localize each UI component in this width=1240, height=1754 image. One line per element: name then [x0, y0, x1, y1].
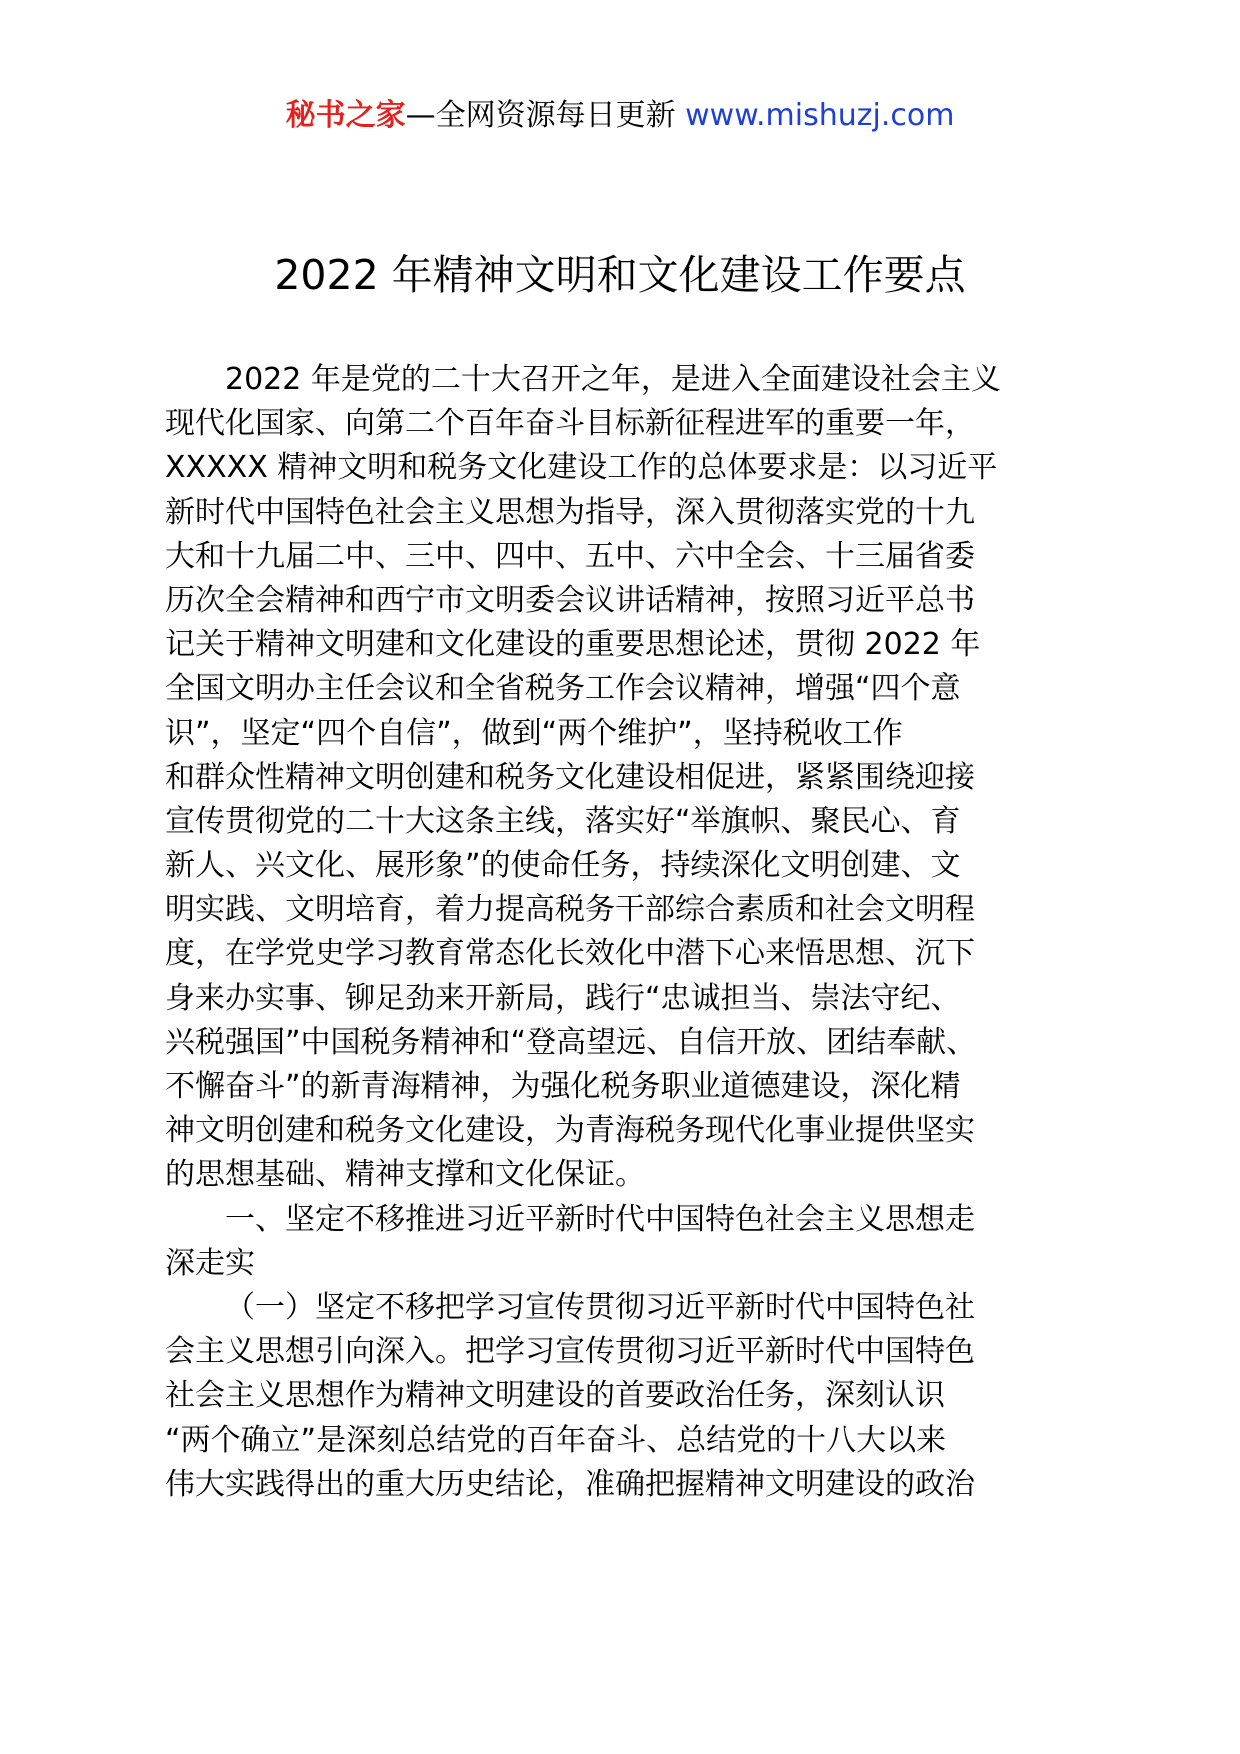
section-heading-cont: 深走实	[165, 1245, 255, 1281]
text-line: 历次全会精神和西宁市文明委会议讲话精神，按照习近平总书	[165, 582, 975, 618]
text-line: 神文明创建和税务文化建设，为青海税务现代化事业提供坚实	[165, 1113, 975, 1149]
text-line: 全国文明办主任会议和全省税务工作会议精神，增强“四个意	[165, 671, 961, 707]
text-line: XXXXX 精神文明和税务文化建设工作的总体要求是：以习近平	[165, 450, 998, 486]
text-line: 新时代中国特色社会主义思想为指导，深入贯彻落实党的十九	[165, 494, 975, 530]
text-line: 大和十九届二中、三中、四中、五中、六中全会、十三届省委	[165, 538, 975, 574]
text-line: 身来办实事、铆足劲来开新局，践行“忠诚担当、崇法守纪、	[165, 980, 961, 1016]
text-line: 记关于精神文明建和文化建设的重要思想论述，贯彻 2022 年	[165, 627, 981, 663]
text-line: 伟大实践得出的重大历史结论，准确把握精神文明建设的政治	[165, 1466, 975, 1502]
document-title: 2022 年精神文明和文化建设工作要点	[274, 251, 966, 299]
text-line: 度，在学党史学习教育常态化长效化中潜下心来悟思想、沉下	[165, 936, 975, 972]
site-header	[0, 94, 1240, 138]
site-tagline: —全网资源每日更新	[405, 98, 686, 133]
site-brand: 秘书之家	[285, 98, 406, 133]
text-line: 明实践、文明培育，着力提高税务干部综合素质和社会文明程	[165, 892, 975, 928]
text-line: 兴税强国”中国税务精神和“登高望远、自信开放、团结奉献、	[165, 1024, 977, 1060]
text-line: 新人、兴文化、展形象”的使命任务，持续深化文明创建、文	[165, 848, 961, 884]
subsection-line: （一）坚定不移把学习宣传贯彻习近平新时代中国特色社	[225, 1289, 975, 1325]
text-line: 会主义思想引向深入。把学习宣传贯彻习近平新时代中国特色	[165, 1334, 975, 1370]
text-line: 的思想基础、精神支撑和文化保证。	[165, 1157, 645, 1193]
text-line: 社会主义思想作为精神文明建设的首要政治任务，深刻认识	[165, 1378, 945, 1414]
text-line: 宣传贯彻党的二十大这条主线，落实好“举旗帜、聚民心、育	[165, 803, 961, 839]
text-line: 和群众性精神文明创建和税务文化建设相促进，紧紧围绕迎接	[165, 759, 975, 795]
text-line: 2022 年是党的二十大召开之年，是进入全面建设社会主义	[225, 362, 1001, 397]
text-line: 识”，坚定“四个自信”，做到“两个维护”，坚持税收工作	[165, 715, 903, 751]
text-line: 现代化国家、向第二个百年奋斗目标新征程进军的重要一年，	[165, 406, 975, 442]
document-body	[165, 358, 1090, 1507]
site-url-link[interactable]: www.mishuzj.com	[685, 98, 955, 133]
section-heading: 一、坚定不移推进习近平新时代中国特色社会主义思想走	[225, 1201, 975, 1237]
text-line: 不懈奋斗”的新青海精神，为强化税务职业道德建设，深化精	[165, 1069, 961, 1104]
text-line: “两个确立”是深刻总结党的百年奋斗、总结党的十八大以来	[165, 1422, 947, 1458]
